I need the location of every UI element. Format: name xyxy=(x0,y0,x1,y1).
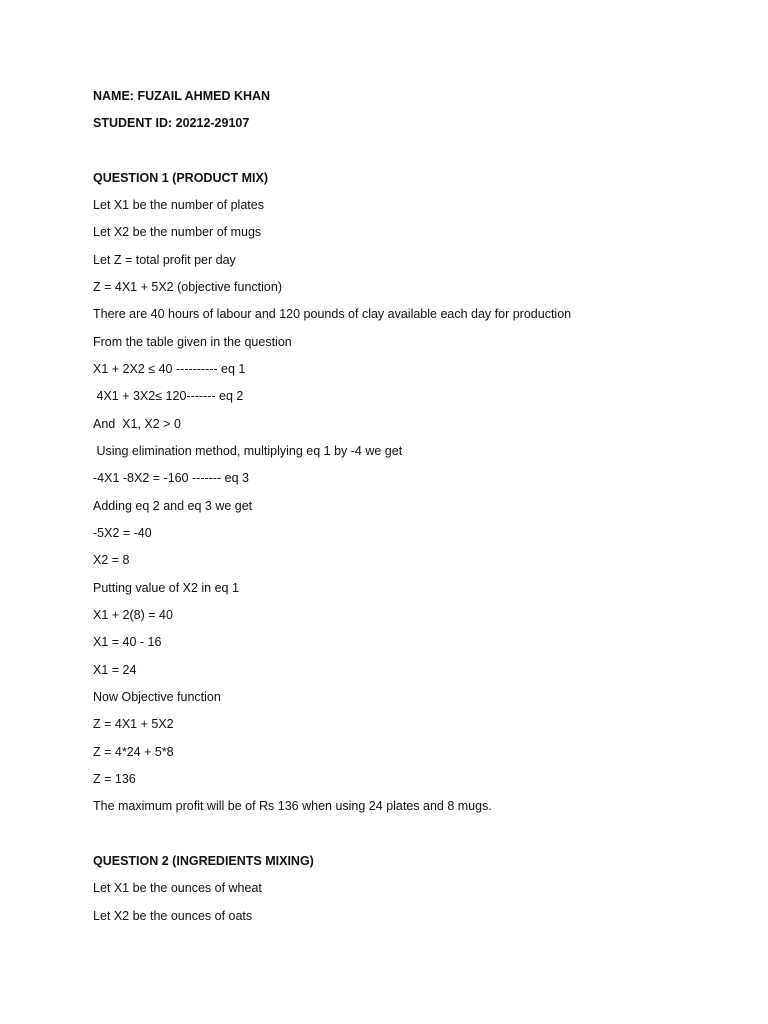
student-name: NAME: FUZAIL AHMED KHAN xyxy=(93,89,271,103)
q1-equation: Z = 136 xyxy=(93,772,136,786)
q1-line: Let Z = total profit per day xyxy=(93,253,236,267)
q1-line: Using elimination method, multiplying eq 1 by -4 we get xyxy=(93,444,403,458)
q1-equation: -5X2 = -40 xyxy=(93,526,152,540)
q1-line: Now Objective function xyxy=(93,690,221,704)
q1-equation: X1 + 2X2 ≤ 40 ---------- eq 1 xyxy=(93,362,246,376)
q1-conclusion: The maximum profit will be of Rs 136 when using 24 plates and 8 mugs. xyxy=(93,799,492,813)
q1-equation: X1 = 24 xyxy=(93,663,137,677)
q1-line: And X1, X2 > 0 xyxy=(93,417,181,431)
q1-equation: X1 = 40 - 16 xyxy=(93,635,162,649)
q1-equation: -4X1 -8X2 = -160 ------- eq 3 xyxy=(93,471,249,485)
q1-line: There are 40 hours of labour and 120 pounds of clay available each day for production xyxy=(93,307,572,321)
q1-line: Adding eq 2 and eq 3 we get xyxy=(93,499,253,513)
q1-line: Let X2 be the number of mugs xyxy=(93,225,262,239)
q1-equation: X1 + 2(8) = 40 xyxy=(93,608,173,622)
question-1-title: QUESTION 1 (PRODUCT MIX) xyxy=(93,171,269,185)
q1-line: From the table given in the question xyxy=(93,335,292,349)
q1-line: Z = 4X1 + 5X2 (objective function) xyxy=(93,280,282,294)
q2-line: Let X1 be the ounces of wheat xyxy=(93,881,262,895)
q1-equation: X2 = 8 xyxy=(93,553,130,567)
q1-line: Let X1 be the number of plates xyxy=(93,198,264,212)
q1-equation: 4X1 + 3X2≤ 120------- eq 2 xyxy=(93,389,244,403)
q1-equation: Z = 4*24 + 5*8 xyxy=(93,745,174,759)
q1-equation: Z = 4X1 + 5X2 xyxy=(93,717,174,731)
q1-line: Putting value of X2 in eq 1 xyxy=(93,581,239,595)
student-id: STUDENT ID: 20212-29107 xyxy=(93,116,250,130)
question-2-title: QUESTION 2 (INGREDIENTS MIXING) xyxy=(93,854,314,868)
q2-line: Let X2 be the ounces of oats xyxy=(93,909,253,923)
